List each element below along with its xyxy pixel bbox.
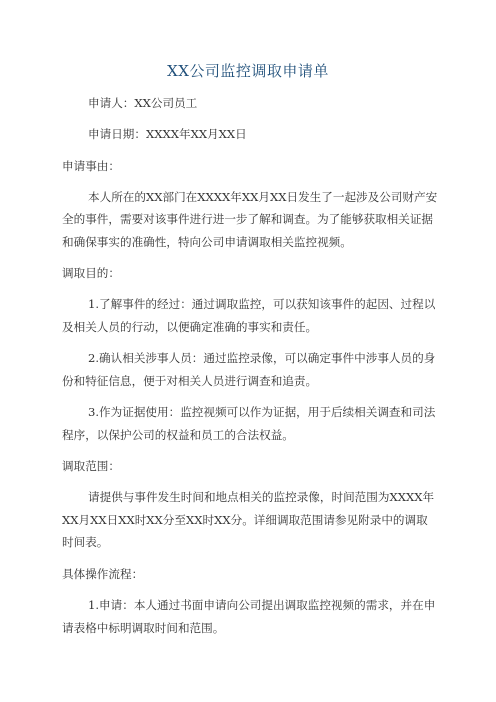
applicant-line: 申请人：XX公司员工	[88, 96, 198, 110]
reason-line: 和确保事实的准确性，特向公司申请调取相关监控视频。	[62, 235, 352, 249]
scope-line: XX月XX日XX时XX分至XX时XX分。详细调取范围请参见附录中的调取	[62, 513, 428, 527]
purpose-item-3-line: 3.作为证据使用：监控视频可以作为证据，用于后续相关调查和司法	[88, 405, 436, 419]
reason-heading: 申请事由：	[62, 159, 120, 173]
scope-line: 时间表。	[62, 535, 109, 549]
reason-line: 本人所在的XX部门在XXXX年XX月XX日发生了一起涉及公司财产安	[88, 190, 438, 204]
scope-line: 请提供与事件发生时间和地点相关的监控录像，时间范围为XXXX年	[88, 490, 435, 504]
procedure-line: 1.申请：本人通过书面申请向公司提出调取监控视频的需求，并在申	[88, 598, 436, 612]
document-title: XX公司监控调取申请单	[167, 62, 329, 80]
purpose-heading: 调取目的：	[62, 266, 120, 280]
procedure-heading: 具体操作流程：	[62, 567, 144, 581]
scope-heading: 调取范围：	[62, 459, 120, 473]
purpose-item-3-line: 程序，以保护公司的权益和员工的合法权益。	[62, 428, 294, 442]
purpose-item-1-line: 1.了解事件的经过：通过调取监控，可以获知该事件的起因、过程以	[88, 297, 436, 311]
date-line: 申请日期：XXXX年XX月XX日	[88, 127, 247, 141]
reason-line: 全的事件，需要对该事件进行进一步了解和调查。为了能够获取相关证据	[62, 212, 434, 226]
procedure-line: 请表格中标明调取时间和范围。	[62, 621, 225, 635]
purpose-item-2-line: 份和特征信息，便于对相关人员进行调查和追责。	[62, 374, 318, 388]
purpose-item-2-line: 2.确认相关涉事人员：通过监控录像，可以确定事件中涉事人员的身	[88, 351, 436, 365]
purpose-item-1-line: 及相关人员的行动，以便确定准确的事实和责任。	[62, 320, 318, 334]
